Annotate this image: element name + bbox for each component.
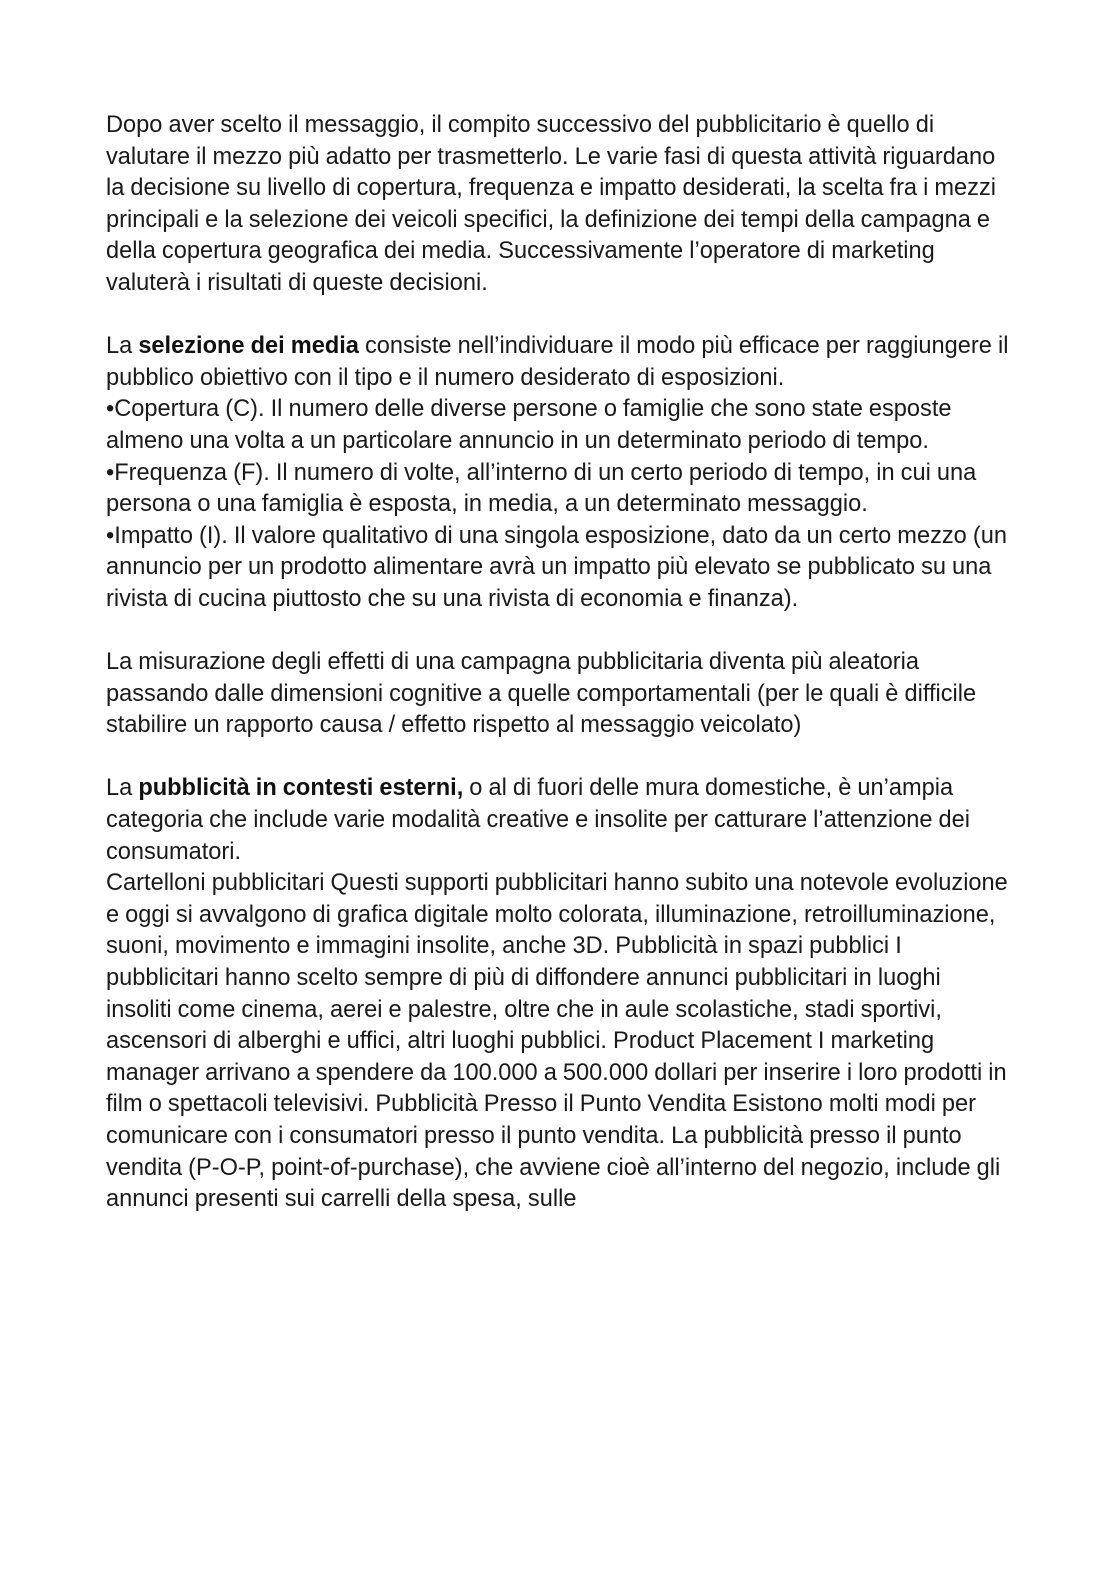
paragraph-media-choice: Dopo aver scelto il messaggio, il compito successivo del pubblicitario è quello di valutare il mezzo più adatto per trasmetterlo. Le varie fasi di questa attività riguardano la decisione su livello di copertura, frequenza e impatto desiderati, la scelta fra i mezzi principali e la selezione dei veicoli specifici, la definizione dei tempi della campagna e della copertura geografica dei media. Successivamente l’operatore di marketing valuterà i risultati di queste decisioni.	[106, 112, 997, 296]
paragraph-suffix: consiste nell’individuare il modo più efficace per raggiungere il pubblico obiettivo con il tipo e il numero desiderato di esposizioni.	[106, 333, 1009, 391]
paragraph-spacer	[106, 616, 1010, 648]
paragraph-spacer	[106, 300, 1010, 332]
paragraph-outdoor-advertising	[106, 773, 1010, 868]
paragraph-prefix: La	[106, 333, 139, 360]
bold-term-outdoor-advertising: pubblicità in contesti esterni,	[138, 775, 464, 802]
paragraph-prefix: La	[106, 775, 139, 802]
bullet-impact: •Impatto (I). Il valore qualitativo di una singola esposizione, dato da un certo mezzo (un annuncio per un prodotto alimentare avrà un impatto più elevato se pubblicato su una rivista di cucina piuttosto che su una rivista di economia e finanza).	[106, 522, 1007, 612]
paragraph-measurement: La misurazione degli effetti di una campagna pubblicitaria diventa più aleatoria passando dalle dimensioni cognitive a quelle comportamentali (per le quali è difficile stabilire un rapporto causa / effetto rispetto al messaggio veicolato)	[106, 649, 977, 739]
document-body	[106, 110, 1010, 1216]
paragraph-suffix: o al di fuori delle mura domestiche, è un’ampia categoria che include varie modalità creative e insolite per catturare l’attenzione dei consumatori.	[106, 775, 971, 865]
paragraph-billboards-placement: Cartelloni pubblicitari Questi supporti pubblicitari hanno subito una notevole evoluzione e oggi si avvalgono di grafica digitale molto colorata, illuminazione, retroilluminazione, suoni, movimento e immagini insolite, anche 3D. Pubblicità in spazi pubblici I pubblicitari hanno scelto sempre di più di diffondere annunci pubblicitari in luoghi insoliti come cinema, aerei e palestre, oltre che in aule scolastiche, stadi sportivi, ascensori di alberghi e uffici, altri luoghi pubblici. Product Placement I marketing manager arrivano a spendere da 100.000 a 500.000 dollari per inserire i loro prodotti in film o spettacoli televisivi. Pubblicità Presso il Punto Vendita Esistono molti modi per comunicare con i consumatori presso il punto vendita. La pubblicità presso il punto vendita (P-O-P, point-of-purchase), che avviene cioè all’interno del negozio, include gli annunci presenti sui carrelli della spesa, sulle	[106, 870, 1008, 1213]
bullet-frequency: •Frequenza (F). Il numero di volte, all’interno di un certo periodo di tempo, in cui una persona o una famiglia è esposta, in media, a un determinato messaggio.	[106, 459, 977, 518]
bullet-coverage: •Copertura (C). Il numero delle diverse persone o famiglie che sono state esposte almeno una volta a un particolare annuncio in un determinato periodo di tempo.	[106, 396, 952, 454]
paragraph-media-selection	[106, 331, 1010, 394]
paragraph-spacer	[106, 742, 1010, 774]
bold-term-media-selection: selezione dei media	[138, 333, 359, 360]
